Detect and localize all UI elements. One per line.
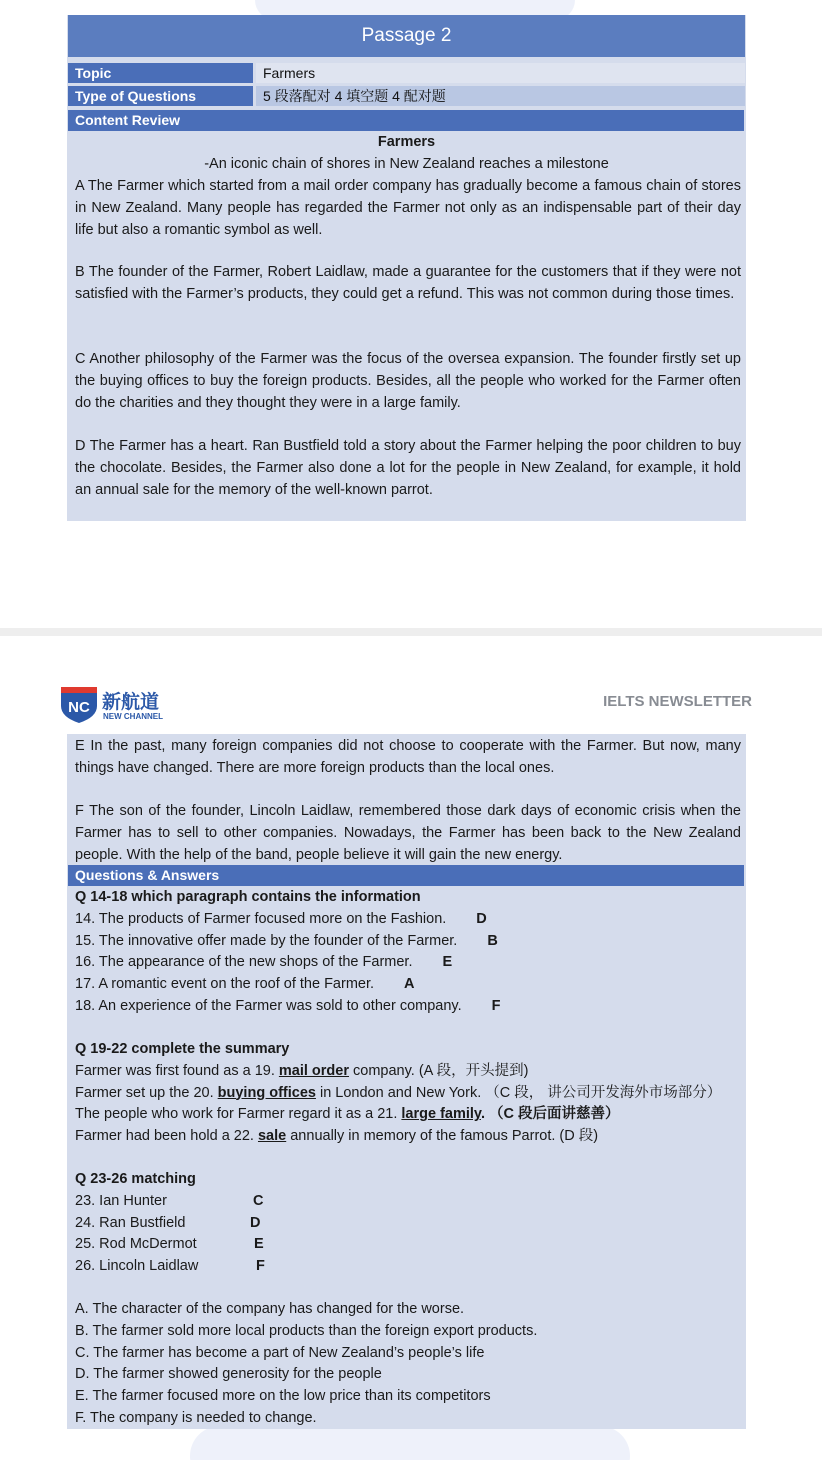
paragraph-c: C Another philosophy of the Farmer was the focus of the oversea expansion. The founder firstly set up the buying offices to buy the foreign products. Besides, all the people who worked for the Farmer often do the charities and they thought they were in a large family. — [75, 351, 741, 411]
question-heading: Q 23-26 matching — [75, 1171, 196, 1187]
answer-letter: F — [491, 997, 501, 1014]
question-item: 16. The appearance of the new shops of the Farmer. E — [75, 952, 741, 974]
passage-title: Passage 2 — [361, 25, 452, 46]
question-group-14-18 — [75, 887, 741, 1018]
summary-item: Farmer set up the 20. buying offices in London and New York. （C 段， 讲公司开发海外市场部分） — [75, 1084, 722, 1101]
summary-item: Farmer was first found as a 19. mail order company. (A 段，开头提到) — [75, 1062, 529, 1079]
question-group-19-22 — [75, 1039, 741, 1148]
matching-item: 23. Ian Hunter C — [75, 1191, 741, 1213]
logo-mark-text: NC — [68, 699, 90, 716]
paragraph-b: B The founder of the Farmer, Robert Laidlaw, made a guarantee for the customers that if they were not satisfied with the Farmer’s products, they could get a refund. This was not common during those times. — [75, 264, 741, 302]
question-item: 17. A romantic event on the roof of the Farmer. A — [75, 974, 741, 996]
question-type-label: Type of Questions — [68, 86, 253, 106]
answer-blank: large family — [401, 1106, 481, 1123]
question-item: 14. The products of Farmer focused more on the Fashion. D — [75, 909, 741, 931]
paragraph-e: E In the past, many foreign companies did not choose to cooperate with the Farmer. But now, many things have changed. There are more foreign products than the local ones. — [75, 738, 741, 776]
new-channel-logo — [60, 684, 190, 724]
question-heading: Q 14-18 which paragraph contains the information — [75, 889, 421, 905]
answer-letter: F — [256, 1258, 265, 1274]
question-item: 15. The innovative offer made by the founder of the Farmer. B — [75, 931, 741, 953]
paragraph-a: A The Farmer which started from a mail order company has gradually become a famous chain of stores in New Zealand. Many people has regarded the Farmer not only as an indispensable part of their day life but also a romantic symbol as well. — [75, 178, 741, 238]
article-subtitle: -An iconic chain of shores in New Zealand reaches a milestone — [204, 156, 609, 172]
logo-chinese-text: 新航道 — [102, 691, 160, 713]
summary-item: The people who work for Farmer regard it as a 21. large family. （C 段后面讲慈善） — [75, 1106, 620, 1123]
option-b: B. The farmer sold more local products than the foreign export products. — [75, 1322, 538, 1339]
answer-letter: E — [442, 954, 453, 971]
option-c: C. The farmer has become a part of New Zealand’s people’s life — [75, 1344, 485, 1361]
topic-row — [68, 63, 745, 83]
option-a: A. The character of the company has changed for the worse. — [75, 1301, 465, 1317]
answer-letter: D — [250, 1214, 261, 1231]
paragraph-f: F The son of the founder, Lincoln Laidlaw, remembered those dark days of economic crisis when the Farmer has to sell to other companies. Nowadays, the Farmer has been back to the New Zealand people. With the help of the band, people believe it will gain the new energy. — [75, 803, 741, 863]
option-f: F. The company is needed to change. — [75, 1409, 317, 1426]
topic-value: Farmers — [256, 63, 745, 83]
questions-answers-bar: Questions & Answers — [68, 865, 744, 886]
matching-item: 24. Ran Bustfield D — [75, 1213, 741, 1235]
matching-item: 26. Lincoln Laidlaw F — [75, 1256, 741, 1278]
answer-letter: A — [404, 976, 415, 992]
matching-item: 25. Rod McDermot E — [75, 1234, 741, 1256]
content-review-bar: Content Review — [68, 110, 744, 131]
matching-options — [75, 1299, 741, 1430]
answer-letter: C — [253, 1192, 264, 1209]
answer-letter: E — [254, 1236, 264, 1253]
option-d: D. The farmer showed generosity for the people — [75, 1366, 382, 1383]
passage-title-bar — [68, 15, 745, 57]
answer-blank: sale — [257, 1128, 287, 1144]
logo-shield-icon — [60, 684, 190, 724]
question-type-row — [68, 86, 745, 106]
topic-label: Topic — [68, 63, 253, 83]
answer-letter: D — [476, 910, 487, 927]
question-item: 18. An experience of the Farmer was sold to other company. F — [75, 996, 741, 1018]
summary-item: Farmer had been hold a 22. sale annually in memory of the famous Parrot. (D 段) — [75, 1128, 599, 1144]
option-e: E. The farmer focused more on the low price than its competitors — [75, 1388, 491, 1404]
newsletter-title: IELTS NEWSLETTER — [603, 693, 752, 710]
answer-letter: B — [487, 932, 498, 949]
article-title: Farmers — [377, 134, 436, 150]
question-heading: Q 19-22 complete the summary — [75, 1041, 290, 1057]
watermark-shape — [190, 1426, 630, 1460]
page-2 — [0, 636, 822, 1460]
page-separator — [0, 628, 822, 636]
paragraph-d: D The Farmer has a heart. Ran Bustfield told a story about the Farmer helping the poor children to buy the chocolate. Besides, the Farmer also done a lot for the people in New Zealand, for example, it hold an annual sale for the memory of the well-known parrot. — [75, 438, 741, 498]
page-1 — [0, 0, 822, 628]
question-group-23-26 — [75, 1169, 741, 1278]
answer-blank: buying offices — [217, 1084, 316, 1101]
logo-english-text: NEW CHANNEL — [103, 712, 163, 721]
question-type-value: 5 段落配对 4 填空题 4 配对题 — [256, 86, 745, 106]
answer-blank: mail order — [278, 1062, 349, 1079]
